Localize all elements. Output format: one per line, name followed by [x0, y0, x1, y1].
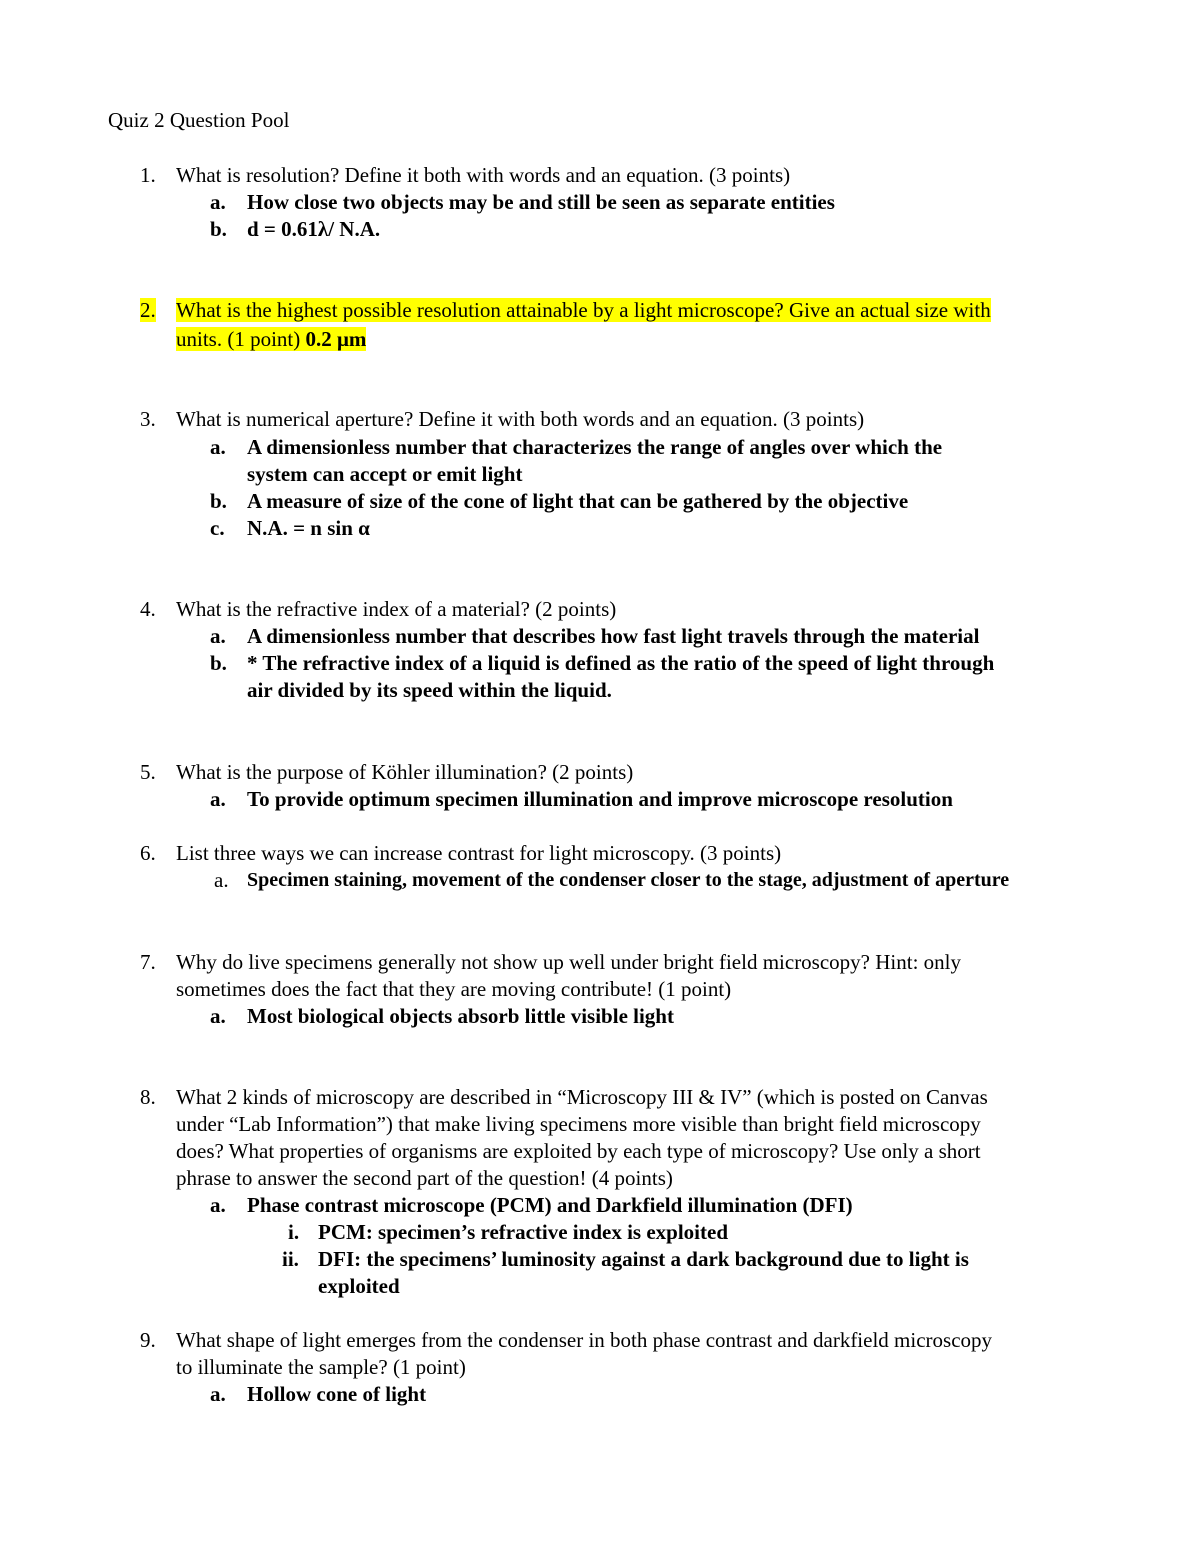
answer-text-line: air divided by its speed within the liquid.	[247, 678, 612, 702]
answer-text-line: system can accept or emit light	[247, 462, 523, 486]
answer-label: a.	[210, 1004, 226, 1028]
answer-label: a.	[210, 435, 226, 459]
sub-answer-label: i.	[288, 1220, 300, 1244]
answer-text-line: * The refractive index of a liquid is defined as the ratio of the speed of light through	[247, 651, 995, 675]
question-number: 2.	[140, 298, 156, 322]
answer-label: a.	[210, 190, 226, 214]
question-text-line: does? What properties of organisms are exploited by each type of microscopy? Use only a short	[176, 1139, 981, 1163]
question-number: 4.	[140, 597, 156, 621]
question-number: 5.	[140, 760, 156, 784]
answer-text: How close two objects may be and still be seen as separate entities	[247, 190, 835, 214]
page-title: Quiz 2 Question Pool	[108, 108, 290, 132]
sub-answer-text: PCM: specimen’s refractive index is exploited	[318, 1220, 728, 1244]
sub-answer-label: ii.	[282, 1247, 299, 1271]
answer-text: A measure of size of the cone of light that can be gathered by the objective	[247, 489, 909, 513]
question-number: 1.	[140, 163, 156, 187]
sub-answer-text-line: DFI: the specimens’ luminosity against a dark background due to light is	[318, 1247, 969, 1271]
answer-label: a.	[210, 624, 226, 648]
answer-text: d = 0.61λ/ N.A.	[247, 217, 381, 241]
question-number: 8.	[140, 1085, 156, 1109]
question-text-line: sometimes does the fact that they are moving contribute! (1 point)	[176, 977, 732, 1001]
answer-label: c.	[210, 516, 225, 540]
answer-text: To provide optimum specimen illumination and improve microscope resolution	[247, 787, 953, 811]
answer-text: 0.2 μm	[305, 327, 367, 351]
question-text-line: What is the highest possible resolution attainable by a light microscope? Give an actual size with	[176, 298, 991, 322]
question-number: 9.	[140, 1328, 156, 1352]
answer-text: N.A. = n sin α	[247, 516, 370, 540]
question-number: 7.	[140, 950, 156, 974]
answer-label: a.	[210, 1382, 226, 1406]
answer-text: A dimensionless number that describes how fast light travels through the material	[247, 624, 980, 648]
answer-label: a.	[210, 787, 226, 811]
question-text-line: What shape of light emerges from the condenser in both phase contrast and darkfield microscopy	[176, 1328, 993, 1352]
question-text-line: to illuminate the sample? (1 point)	[176, 1355, 466, 1379]
question-number: 6.	[140, 841, 156, 865]
question-text-line: units. (1 point) 0.2 μm	[176, 327, 367, 351]
answer-label: b.	[210, 217, 227, 241]
question-text: What is numerical aperture? Define it with both words and an equation. (3 points)	[176, 407, 865, 431]
answer-label: a.	[210, 1193, 226, 1217]
answer-label: b.	[210, 489, 227, 513]
question-text-line: Why do live specimens generally not show up well under bright field microscopy? Hint: only	[176, 950, 961, 974]
answer-text: Hollow cone of light	[247, 1382, 427, 1406]
answer-label: a.	[214, 868, 229, 892]
question-text: What is resolution? Define it both with words and an equation. (3 points)	[176, 163, 791, 187]
question-text: What is the refractive index of a material? (2 points)	[176, 597, 617, 621]
answer-label: b.	[210, 651, 227, 675]
answer-text: Most biological objects absorb little visible light	[247, 1004, 674, 1028]
question-text: What is the purpose of Köhler illumination? (2 points)	[176, 760, 634, 784]
answer-text-line: A dimensionless number that characterizes the range of angles over which the	[247, 435, 943, 459]
answer-text: Specimen staining, movement of the condenser closer to the stage, adjustment of aperture	[247, 869, 1010, 891]
answer-text: Phase contrast microscope (PCM) and Darkfield illumination (DFI)	[247, 1193, 853, 1217]
question-text-line: What 2 kinds of microscopy are described in “Microscopy III & IV” (which is posted on Canvas	[176, 1085, 988, 1109]
question-number: 3.	[140, 407, 156, 431]
question-text-line: under “Lab Information”) that make living specimens more visible than bright field microscopy	[176, 1112, 981, 1136]
question-text-line: phrase to answer the second part of the question! (4 points)	[176, 1166, 673, 1190]
sub-answer-text-line: exploited	[318, 1274, 400, 1298]
question-text: List three ways we can increase contrast for light microscopy. (3 points)	[176, 841, 782, 865]
